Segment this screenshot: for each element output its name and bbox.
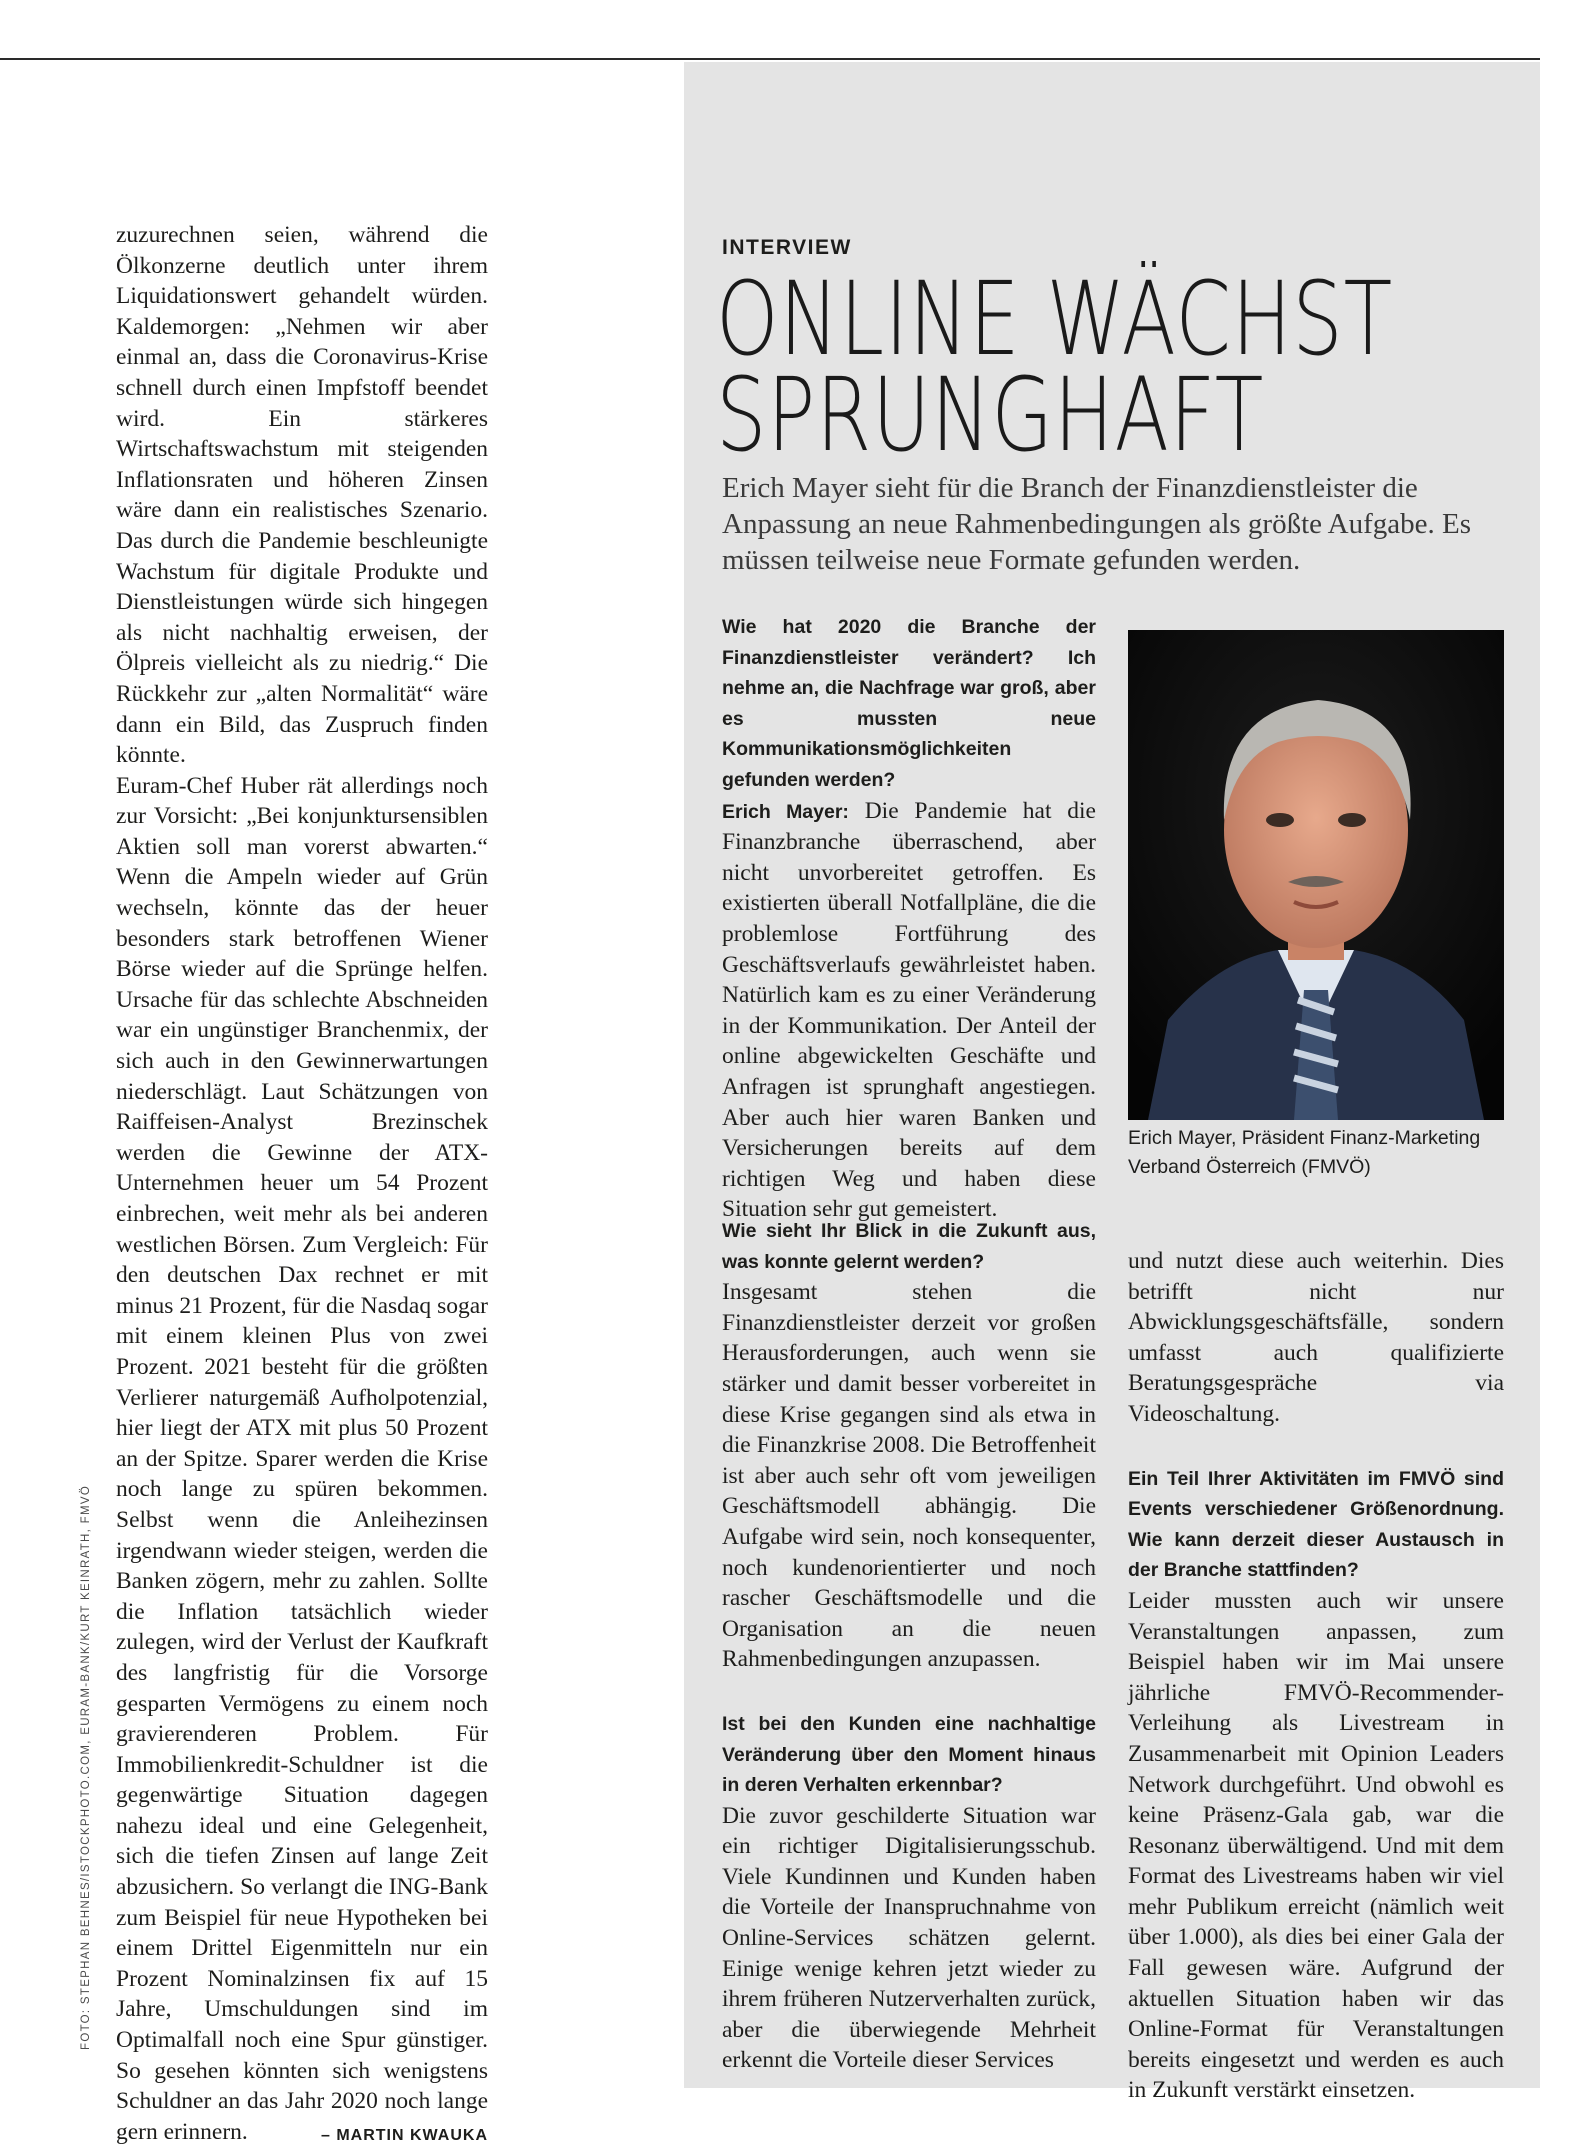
top-rule — [0, 58, 1540, 60]
article-text: Euram-Chef Huber rät allerdings noch zur Vorsicht: „Bei konjunktursensiblen Aktien soll man vorerst abwarten.“ Wenn die Ampeln wieder auf Grün wechseln, könnte das der heuer besonders stark betroffenen Wiener Börse wieder auf die Sprünge helfen. Ursache für das schlechte Abschneiden war ein ungünstiger Branchenmix, der sich auch in den Gewinnerwartungen niederschlägt. Laut Schätzungen von Raiffeisen-Analyst Brezinschek werden die Gewinne der ATX-Unternehmen heuer um 54 Prozent einbrechen, weit mehr als bei anderen westlichen Börsen. Zum Vergleich: Für den deutschen Dax rechnet er mit minus 21 Prozent, für die Nasdaq sogar mit einem kleinen Plus von zwei Prozent. 2021 besteht für die größten Verlierer naturgemäß Aufholpotenzial, hier liegt der ATX mit plus 50 Prozent an der Spitze. Sparer werden die Krise noch lange zu spüren bekommen. Selbst wenn die Anleihezinsen irgendwann wieder steigen, werden die Banken zögern, mehr zu zahlen. Sollte die Inflation tatsächlich wieder zulegen, wird der Verlust der Kaufkraft des langfristig für die Vorsorge gesparten Vermögens zu einem noch gravierenderen Problem. Für Immobilienkredit-Schuldner ist die gegenwärtige Situation dagegen nahezu ideal und eine Gelegenheit, sich die tiefen Zinsen auf lange Zeit abzusichern. So verlangt die ING-Bank zum Beispiel für neue Hypotheken bei einem Drittel Eigenmitteln nur ein Prozent Nominalzinsen fix auf 15 Jahre, Umschuldungen sind im Optimalfall noch eine Spur günstiger. So gesehen könnten sich wenigstens Schuldner an das Jahr 2020 noch lange gern erinnern. — [116, 772, 488, 2145]
answer-text: Die Pandemie hat die Finanzbranche überraschend, aber nicht unvorbereitet getroffen. Es existierten überall Notfallpläne, die die problemlose Fortführung des Geschäftsverlaufs gewährleistet haben. Natürlich kam es zu einer Veränderung in der Kommunikation. Der Anteil der online abgewickelten Geschäfte und Anfragen ist sprunghaft angestiegen. Aber auch hier waren Banken und Versicherungen bereits auf dem richtigen Weg und haben diese Situation sehr gut gemeistert. — [722, 797, 1096, 1223]
portrait-illustration — [1128, 630, 1504, 1120]
article-paragraph: zuzurechnen seien, während die Ölkonzerne deutlich unter ihrem Liquidationswert gehandelt würden. Kaldemorgen: „Nehmen wir aber einmal an, dass die Coronavirus-Krise schnell durch einen Impfstoff beendet wird. Ein stärkeres Wirtschaftswachstum mit steigenden Inflationsraten und höheren Zinsen wäre dann ein realistisches Szenario. Das durch die Pandemie beschleunigte Wachstum für digitale Produkte und Dienstleistungen würde sich hingegen als nicht nachhaltig erweisen, der Ölpreis vielleicht als zu niedrig.“ Die Rückkehr zur „alten Normalität“ wäre dann ein Bild, das Zuspruch finden könnte. — [116, 222, 488, 769]
interview-question: Wie sieht Ihr Blick in die Zukunft aus, was konnte gelernt werden? — [722, 1220, 1096, 1273]
author-byline: – MARTIN KWAUKA — [321, 2126, 488, 2144]
interview-question: Wie hat 2020 die Branche der Finanzdienstleister verändert? Ich nehme an, die Nachfrage war groß, aber es mussten neue Kommunikationsmöglichkeiten gefunden werden? — [722, 616, 1096, 791]
photo-credit: FOTO: STEPHAN BEHNES/ISTOCKPHOTO.COM, EURAM-BANK/KURT KEINRATH, FMVÖ — [80, 1484, 92, 2050]
headline-line: ONLINE WÄCHST — [716, 260, 1393, 379]
interview-answer: Insgesamt stehen die Finanzdienstleister derzeit vor großen Herausforderungen, auch wenn sie stärker und damit besser vorbereitet in diese Krise gegangen sind als etwa in die Finanzkrise 2008. Die Betroffenheit ist aber auch sehr oft vom jeweiligen Geschäftsmodell abhängig. Die Aufgabe wird sein, noch konsequenter, noch kundenorientierter und noch rascher Geschäftsmodelle und die Organisation an die neuen Rahmenbedingungen anzupassen. — [722, 1279, 1096, 1673]
interview-answer: Die zuvor geschilderte Situation war ein richtiger Digitalisierungsschub. Viele Kundinnen und Kunden haben die Vorteile der Inanspruchnahme von Online-Services schätzen gelernt. Einige wenige kehren jetzt wieder zu ihrem früheren Nutzerverhalten zurück, aber die überwiegende Mehrheit erkennt die Vorteile dieser Services — [722, 1802, 1096, 2074]
spacer — [1128, 1430, 1504, 1464]
headline — [716, 260, 1393, 475]
spacer — [722, 1675, 1096, 1709]
speaker-name: Erich Mayer: — [722, 800, 849, 823]
interview-answer: Leider mussten auch wir unsere Veranstaltungen anpassen, zum Beispiel haben wir im Mai unsere jährliche FMVÖ-Recommender-Verleihung als Livestream in Zusammenarbeit mit Opinion Leaders Network durchgeführt. Und obwohl es keine Präsenz-Gala gab, war die Resonanz überwältigend. Und mit dem Format des Livestreams haben wir viel mehr Publikum erreicht (nämlich weit über 1.000), als dies bei einer Gala der Fall gewesen wäre. Aufgrund der aktuellen Situation haben wir das Online-Format für Veranstaltungen bereits eingesetzt und werden es auch in Zukunft verstärkt einsetzen. — [1128, 1587, 1504, 2104]
lead-paragraph: Erich Mayer sieht für die Branch der Finanzdienstleister die Anpassung an neue Rahmenbedingungen als größte Aufgabe. Es müssen teilweise neue Formate gefunden werden. — [722, 472, 1471, 576]
section-kicker: INTERVIEW — [722, 236, 852, 259]
interview-question: Ein Teil Ihrer Aktivitäten im FMVÖ sind Events verschiedener Größenordnung. Wie kann derzeit dieser Austausch in der Branche stattfinden? — [1128, 1467, 1504, 1582]
photo-caption: Erich Mayer, Präsident Finanz-Marketing Verband Österreich (FMVÖ) — [1128, 1127, 1481, 1178]
interview-column-2-bottom — [1128, 1246, 1504, 2106]
portrait-photo — [1128, 630, 1504, 1120]
interview-column-1-bottom — [722, 1216, 1096, 2076]
interview-question: Ist bei den Kunden eine nachhaltige Veränderung über den Moment hinaus in deren Verhalten erkennbar? — [722, 1712, 1096, 1797]
headline-line: SPRUNGHAFT — [716, 356, 1265, 475]
interview-answer — [722, 796, 1096, 1225]
interview-column-1-top — [722, 612, 1096, 1225]
article-paragraph — [116, 771, 488, 2148]
interview-answer: und nutzt diese auch weiterhin. Dies betrifft nicht nur Abwicklungsgeschäftsfälle, sondern umfasst auch qualifizierte Beratungsgespräche via Videoschaltung. — [1128, 1248, 1504, 1427]
article-left-column — [116, 220, 488, 2151]
